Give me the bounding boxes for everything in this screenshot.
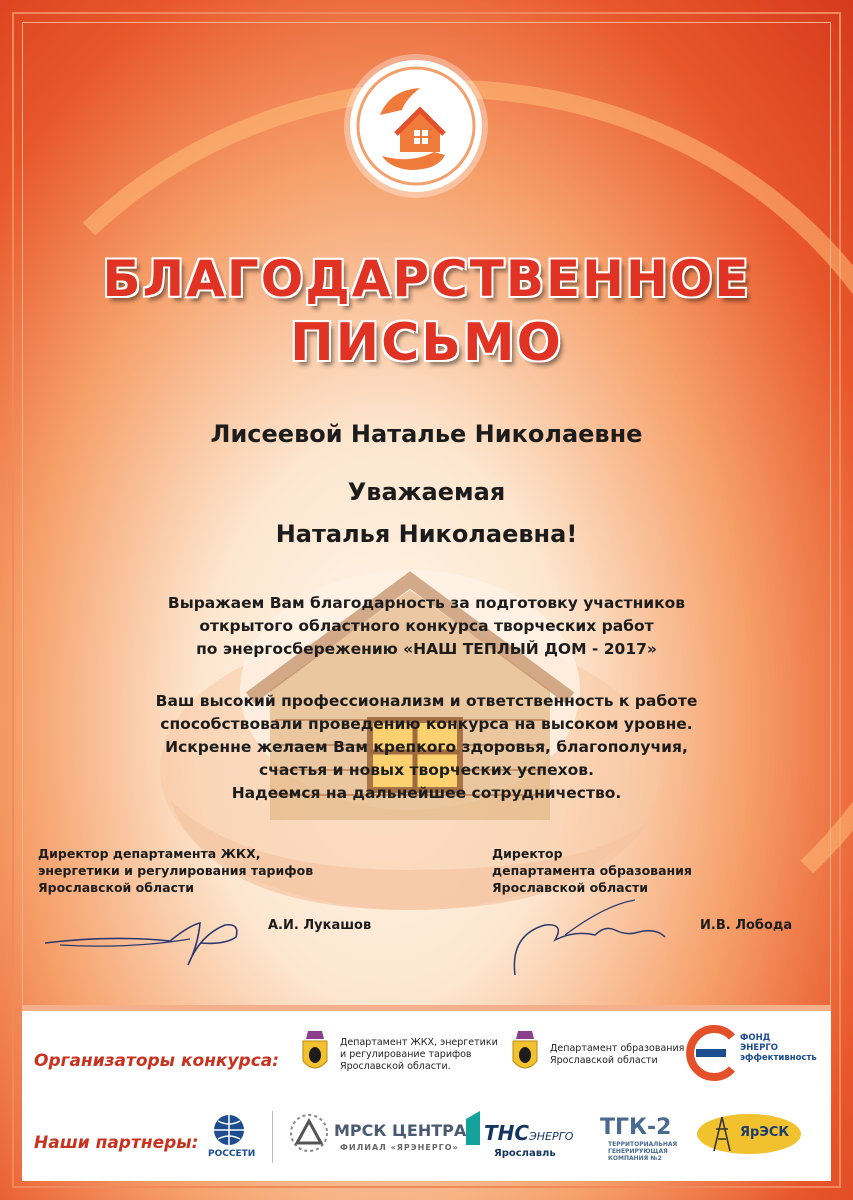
paragraph-line: способствовали проведению конкурса на высоком уровне. xyxy=(160,715,693,733)
organizers-label: Организаторы конкурса: xyxy=(34,1051,280,1071)
tns-city: Ярославль xyxy=(494,1148,556,1159)
salutation-line1: Уважаемая xyxy=(347,478,506,506)
tgk-subtitle: ТЕРРИТОРИАЛЬНАЯ ГЕНЕРИРУЮЩАЯ КОМПАНИЯ №2 xyxy=(608,1141,678,1162)
mrsk-subtitle: ФИЛИАЛ «ЯРЭНЕРГО» xyxy=(340,1143,459,1152)
title-line1: БЛАГОДАРСТВЕННОЕ xyxy=(102,250,751,308)
paragraph-line: Надеемся на дальнейшее сотрудничество. xyxy=(231,784,622,802)
footer-logos xyxy=(22,1005,831,1181)
yaroslavl-coat-of-arms-icon xyxy=(510,1029,540,1075)
energy-fund-logo-icon xyxy=(682,1025,742,1081)
paragraph-line: счастья и новых творческих успехов. xyxy=(259,761,594,779)
yaresk-text: ЯрЭСК xyxy=(740,1125,790,1140)
title-line2: ПИСЬМО xyxy=(290,313,563,373)
left-signatory-title: Директор департамента ЖКХ, энергетики и регулирования тарифов Ярославской области xyxy=(38,846,314,895)
rosseti-text: РОССЕТИ xyxy=(208,1149,256,1159)
tns-arrow-icon xyxy=(462,1109,484,1147)
left-signatory-name: А.И. Лукашов xyxy=(268,918,372,933)
rosseti-globe-icon xyxy=(212,1113,246,1147)
left-signature xyxy=(40,905,260,975)
paragraph-line: Выражаем Вам благодарность за подготовку участников xyxy=(167,594,686,612)
salutation-line2: Наталья Николаевна! xyxy=(275,520,578,548)
mrsk-text: МРСК ЦЕНТРА xyxy=(334,1121,467,1140)
recipient-name: Лисеевой Наталье Николаевне xyxy=(210,420,643,448)
house-in-hands-icon xyxy=(350,60,482,192)
logo-badge xyxy=(350,60,482,192)
right-signature xyxy=(505,895,685,985)
partners-label: Наши партнеры: xyxy=(34,1133,199,1153)
paragraph-line: Искренне желаем Вам крепкого здоровья, благополучия, xyxy=(165,738,688,756)
paragraph-line: открытого областного конкурса творческих работ xyxy=(199,617,654,635)
energy-fund-text: ФОНД ЭНЕРГО эффективность xyxy=(740,1033,817,1063)
yaroslavl-coat-of-arms-icon xyxy=(300,1029,330,1075)
paragraph-line: по энергосбережению «НАШ ТЕПЛЫЙ ДОМ - 2017» xyxy=(196,640,657,658)
divider xyxy=(272,1111,273,1163)
right-signatory-name: И.В. Лобода xyxy=(700,918,793,933)
tns-text: ТНСЭНЕРГО xyxy=(484,1121,574,1145)
right-signatory-title: Директор департамента образования Ярославской области xyxy=(492,846,692,895)
organizer-2: Департамент образования Ярославской области xyxy=(550,1043,685,1066)
organizer-1: Департамент ЖКХ, энергетики и регулирование тарифов Ярославской области. xyxy=(340,1037,498,1072)
paragraph-line: Ваш высокий профессионализм и ответственность к работе xyxy=(155,692,698,710)
wishes-paragraph xyxy=(0,690,853,805)
tgk-text: ТГК-2 xyxy=(600,1115,672,1140)
gratitude-paragraph xyxy=(0,592,853,661)
mrsk-triangle-icon xyxy=(288,1113,330,1153)
